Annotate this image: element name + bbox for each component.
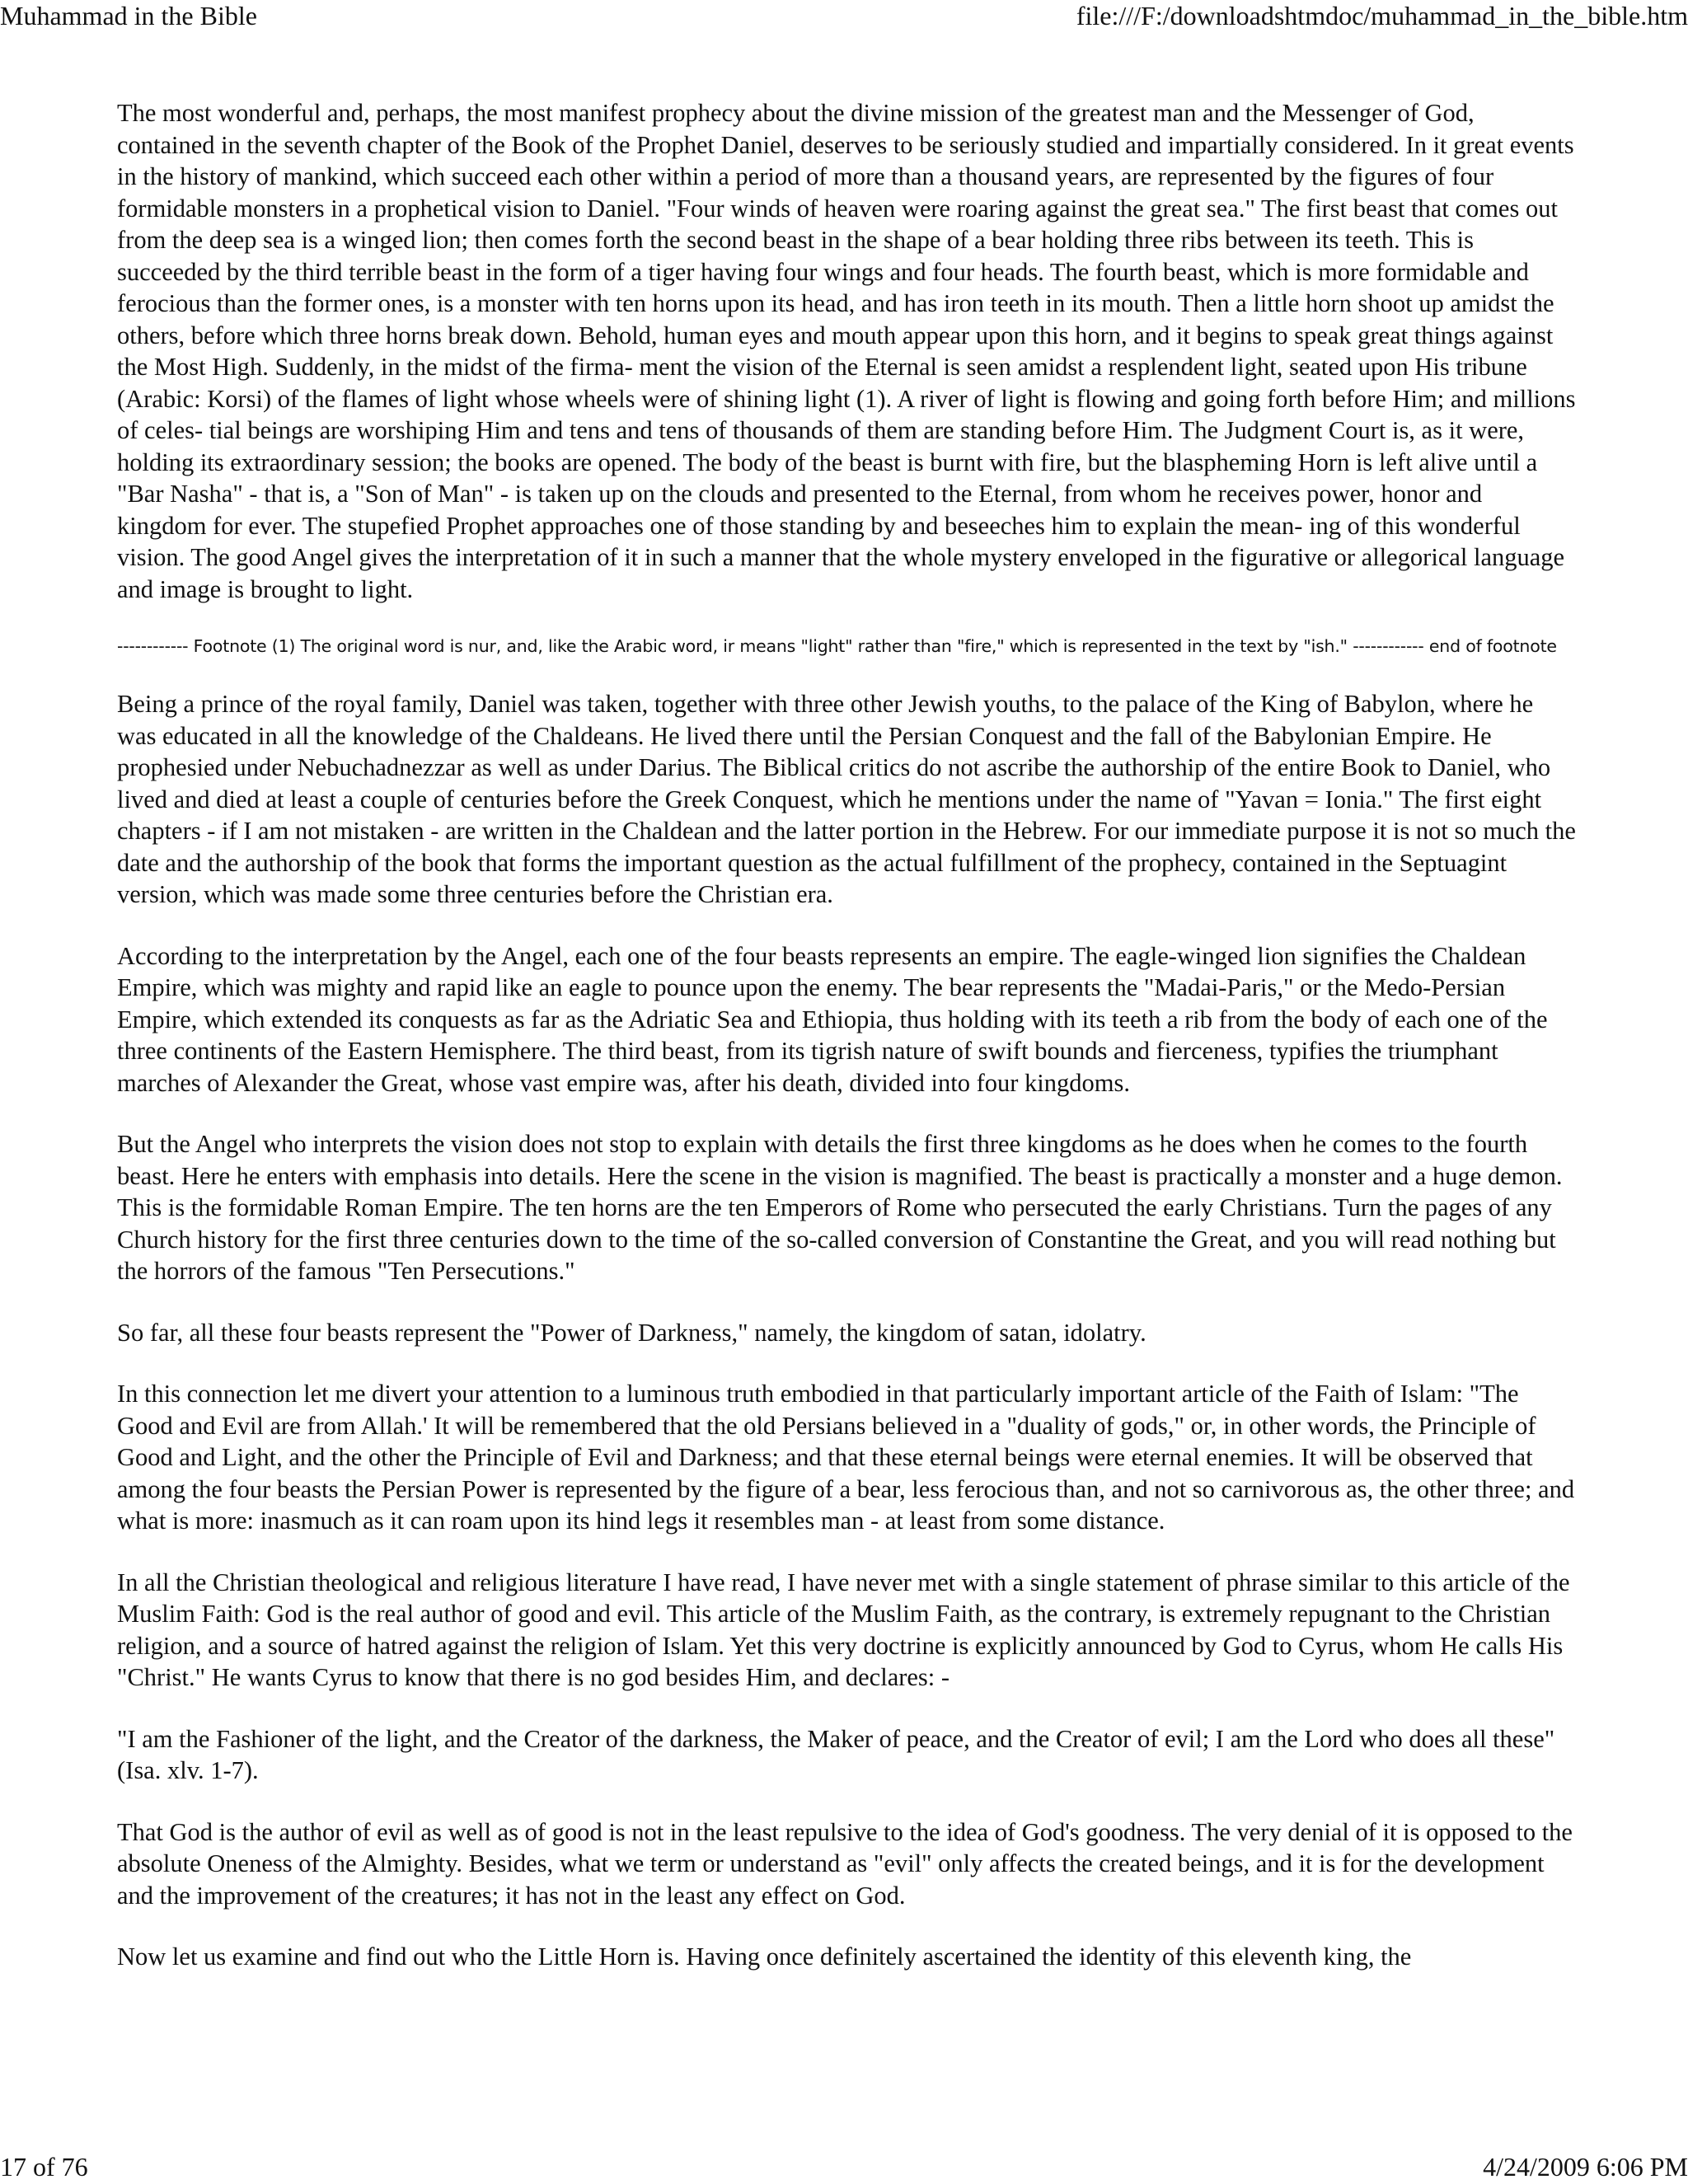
paragraph: Being a prince of the royal family, Daniel was taken, together with three other Jewish youths, to the palace of the King of Babylon, where he was educated in all the knowledge of the Chaldeans. He lived there until the Persian Conquest and the fall of the Babylonian Empire. He prophesied under Nebuchadnezzar as well as under Darius. The Biblical critics do not ascribe the authorship of the entire Book to Daniel, who lived and died at least a couple of centuries before the Greek Conquest, which he mentions under the name of "Yavan = Ionia." The first eight chapters - if I am not mistaken - are written in the Chaldean and the latter portion in the Hebrew. For our immediate purpose it is not so much the date and the authorship of the book that forms the important question as the actual fulfillment of the prophecy, contained in the Septuagint version, which was made some three centuries before the Christian era.: [117, 690, 1576, 908]
paragraph: So far, all these four beasts represent the "Power of Darkness," namely, the kingdom of satan, idolatry.: [117, 1318, 1146, 1347]
paragraph: That God is the author of evil as well as of good is not in the least repulsive to the idea of God's goodness. The very denial of it is opposed to the absolute Oneness of the Almighty. Besides, what we term or understand as "evil" only affects the created beings, and it is for the development and the improvement of the creatures; it has not in the least any effect on God.: [117, 1817, 1573, 1910]
footnote: ------------ Footnote (1) The original word is nur, and, like the Arabic word, ir means "light" rather than "fire," which is represented in the text by "ish." ------------ end of footnote: [117, 636, 1557, 656]
paragraph: In all the Christian theological and religious literature I have read, I have never met with a single statement of phrase similar to this article of the Muslim Faith: God is the real author of good and evil. This article of the Muslim Faith, as the contrary, is extremely repugnant to the Christian religion, and a source of hatred against the religion of Islam. Yet this very doctrine is explicitly announced by God to Cyrus, whom He calls His "Christ." He wants Cyrus to know that there is no god besides Him, and declares: -: [117, 1568, 1570, 1691]
page-footer-page-count: 17 of 76: [0, 2152, 88, 2182]
page-footer-datetime: 4/24/2009 6:06 PM: [1483, 2152, 1688, 2182]
paragraph: Now let us examine and find out who the Little Horn is. Having once definitely ascertained the identity of this eleventh king, the: [117, 1943, 1412, 1971]
page-header-title: Muhammad in the Bible: [0, 1, 257, 30]
document-body: [117, 97, 1576, 2003]
paragraph: In this connection let me divert your attention to a luminous truth embodied in that particularly important article of the Faith of Islam: "The Good and Evil are from Allah.' It will be remembered that the old Persians believed in a "duality of gods," or, in other words, the Principle of Good and Light, and the other the Principle of Evil and Darkness; and that these eternal beings were eternal enemies. It will be observed that among the four beasts the Persian Power is represented by the figure of a bear, less ferocious than, and not so carnivorous as, the other three; and what is more: inasmuch as it can roam upon its hind legs it resembles man - at least from some distance.: [117, 1380, 1575, 1535]
paragraph: But the Angel who interprets the vision does not stop to explain with details the first three kingdoms as he does when he comes to the fourth beast. Here he enters with emphasis into details. Here the scene in the vision is magnified. The beast is practically a monster and a huge demon. This is the formidable Roman Empire. The ten horns are the ten Emperors of Rome who persecuted the early Christians. Turn the pages of any Church history for the first three centuries down to the time of the so-called conversion of Constantine the Great, and you will read nothing but the horrors of the famous "Ten Persecutions.": [117, 1130, 1563, 1285]
paragraph: According to the interpretation by the Angel, each one of the four beasts represents an empire. The eagle-winged lion signifies the Chaldean Empire, which was mighty and rapid like an eagle to pounce upon the enemy. The bear represents the "Madai-Paris," or the Medo-Persian Empire, which extended its conquests as far as the Adriatic Sea and Ethiopia, thus holding with its teeth a rib from the body of each one of the three continents of the Eastern Hemisphere. The third beast, from its tigrish nature of swift bounds and fierceness, typifies the triumphant marches of Alexander the Great, whose vast empire was, after his death, divided into four kingdoms.: [117, 941, 1548, 1097]
page-header-url: file:///F:/downloadshtmdoc/muhammad_in_the_bible.htm: [1076, 1, 1688, 30]
paragraph: The most wonderful and, perhaps, the most manifest prophecy about the divine mission of the greatest man and the Messenger of God, contained in the seventh chapter of the Book of the Prophet Daniel, deserves to be seriously studied and impartially considered. In it great events in the history of mankind, which succeed each other within a period of more than a thousand years, are represented by the figures of four formidable monsters in a prophetical vision to Daniel. "Four winds of heaven were roaring against the great sea." The first beast that comes out from the deep sea is a winged lion; then comes forth the second beast in the shape of a bear holding three ribs between its teeth. This is succeeded by the third terrible beast in the form of a tiger having four wings and four heads. The fourth beast, which is more formidable and ferocious than the former ones, is a monster with ten horns upon its head, and has iron teeth in its mouth. Then a little horn shoot up amidst the others, before which three horns break down. Behold, human eyes and mouth appear upon this horn, and it begins to speak great things against the Most High. Suddenly, in the midst of the firma- ment the vision of the Eternal is seen amidst a resplendent light, seated upon His tribune (Arabic: Korsi) of the flames of light whose wheels were of shining light (1). A river of light is flowing and going forth before Him; and millions of celes- tial beings are worshiping Him and tens and tens of thousands of them are standing before Him. The Judgment Court is, as it were, holding its extraordinary session; the books are opened. The body of the beast is burnt with fire, but the blaspheming Horn is left alive until a "Bar Nasha" - that is, a "Son of Man" - is taken up on the clouds and presented to the Eternal, from whom he receives power, honor and kingdom for ever. The stupefied Prophet approaches one of those standing by and beseeches him to explain the mean- ing of this wonderful vision. The good Angel gives the interpretation of it in such a manner that the whole mystery enveloped in the figurative or allegorical language and image is brought to light.: [117, 99, 1576, 603]
quotation-paragraph: "I am the Fashioner of the light, and the Creator of the darkness, the Maker of peace, and the Creator of evil; I am the Lord who does all these" (Isa. xlv. 1-7).: [117, 1724, 1555, 1784]
